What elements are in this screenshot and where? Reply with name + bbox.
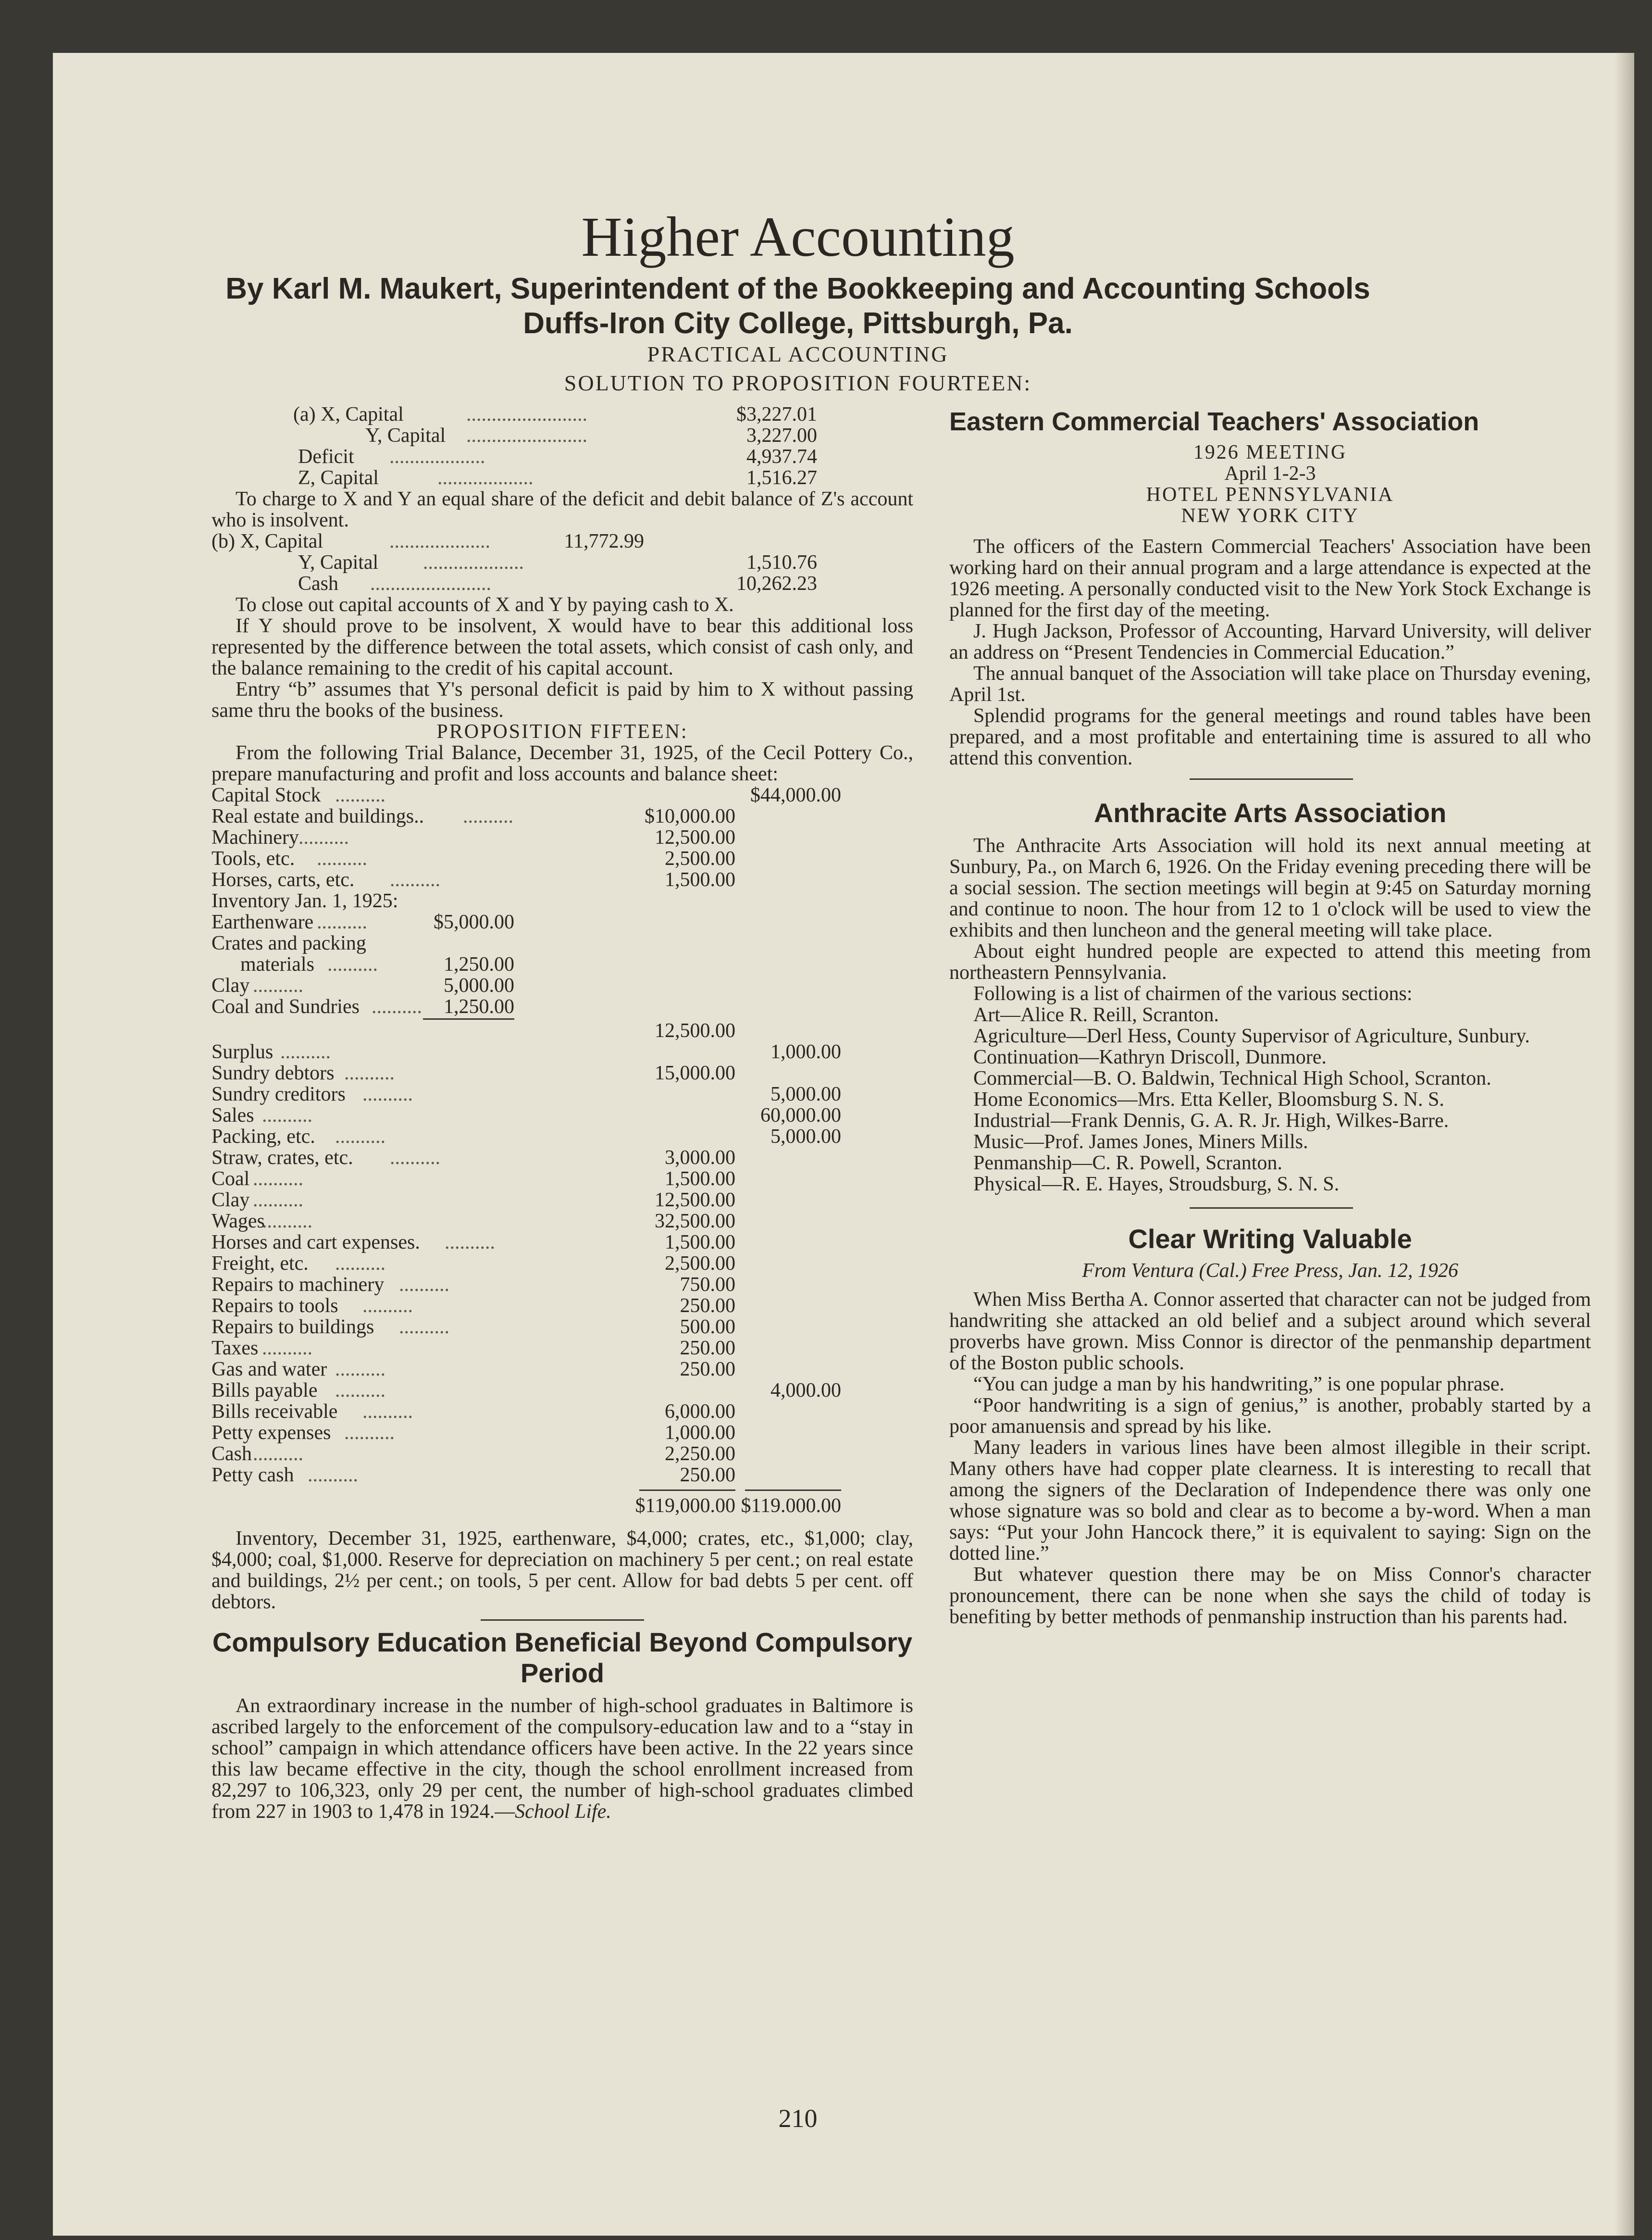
account-label: Freight, etc. — [211, 1252, 309, 1275]
paragraph: Inventory, December 31, 1925, earthenware, $4,000; crates, etc., $1,000; clay, $4,000; coal, $1,000. Reserve for depreciation on machinery 5 per cent.; on real estate and buildings, 2½ per cent.; on tools, 5 per cent. Allow for bad debts 5 per cent. off debtors. — [211, 1527, 913, 1613]
trial-balance-row: Sundry debtors .......... 15,000.00 — [211, 1062, 735, 1084]
trial-balance-row: Bills receivable .......... 6,000.00 — [211, 1401, 735, 1423]
debit-amount: 250.00 — [680, 1337, 735, 1359]
article-title: Higher Accounting — [581, 205, 1015, 268]
anthracite-heading: Anthracite Arts Association — [1093, 798, 1447, 828]
article-byline — [53, 272, 1543, 341]
trial-balance-row: Packing, etc. .......... 5,000.00 — [211, 1126, 841, 1148]
chairman-entry: Commercial—B. O. Baldwin, Technical High School, Scranton. — [973, 1067, 1491, 1089]
account-label: Surplus — [211, 1041, 273, 1063]
account-label: materials — [240, 953, 314, 976]
account-label: Petty expenses — [211, 1422, 331, 1444]
entry-row: (a) X, Capital ........................ $3,227.01 — [293, 403, 817, 425]
account-label: Inventory Jan. 1, 1925: — [211, 890, 398, 912]
account-label: Real estate and buildings.. — [211, 805, 424, 827]
debit-amount: 3,000.00 — [665, 1147, 735, 1169]
account-label: Horses and cart expenses. — [211, 1231, 420, 1253]
chairmen-list — [949, 1004, 1591, 1195]
entry-row: Y, Capital .................... 1,510.76 — [298, 551, 817, 574]
paragraph: “Poor handwriting is a sign of genius,” is another, probably started by a poor amanuensis and spread by his like. — [949, 1394, 1591, 1438]
paragraph: Entry “b” assumes that Y's personal deficit is paid by him to X without passing same thru the books of the business. — [211, 678, 913, 722]
ecta-city: NEW YORK CITY — [1181, 505, 1359, 527]
trial-balance-row: Real estate and buildings.. .......... $10,000.00 — [211, 805, 735, 827]
account-label: Sales — [211, 1104, 254, 1126]
account-label: Petty cash — [211, 1464, 294, 1486]
trial-balance-row: Coal .......... 1,500.00 — [211, 1168, 735, 1190]
debit-amount: 250.00 — [680, 1295, 735, 1317]
trial-balance-row: Wages .......... 32,500.00 — [211, 1210, 735, 1232]
chairman-entry: Music—Prof. James Jones, Miners Mills. — [973, 1131, 1308, 1153]
clear-writing-source: From Ventura (Cal.) Free Press, Jan. 12, 1926 — [1082, 1260, 1458, 1282]
account-label: Repairs to tools — [211, 1295, 338, 1317]
sub-amount: 1,250.00 — [444, 996, 514, 1018]
section-heading: PRACTICAL ACCOUNTING — [647, 342, 949, 366]
account-label: Repairs to buildings — [211, 1316, 374, 1338]
debit-amount: 1,500.00 — [665, 1168, 735, 1190]
trial-balance-row: Repairs to machinery .......... 750.00 — [211, 1274, 735, 1296]
ecta-dates: April 1-2-3 — [1224, 463, 1316, 485]
trial-balance-row: Petty expenses .......... 1,000.00 — [211, 1422, 735, 1444]
debit-amount: 12,500.00 — [655, 826, 735, 849]
rule — [745, 1489, 841, 1491]
compulsory-heading: Compulsory Education Beneficial Beyond Compulsory Period — [212, 1627, 913, 1688]
sub-amount: 1,250.00 — [444, 953, 514, 976]
chairman-entry: Penmanship—C. R. Powell, Scranton. — [973, 1152, 1282, 1174]
account-label: Cash — [211, 1443, 252, 1465]
paragraph: If Y should prove to be insolvent, X would have to bear this additional loss represented by the difference between the total assets, which consist of cash only, and the balance remaining to the credit of his capital account. — [211, 615, 913, 679]
account-label: Crates and packing — [211, 932, 366, 954]
paragraph: “You can judge a man by his handwriting,” is one popular phrase. — [973, 1373, 1505, 1395]
trial-balance-row: Tools, etc. .......... 2,500.00 — [211, 848, 735, 870]
entry-row: (b) X, Capital .................... 11,772.99 — [211, 530, 644, 552]
chairman-entry: Industrial—Frank Dennis, G. A. R. Jr. High, Wilkes-Barre. — [973, 1110, 1449, 1132]
total-credit: $119.000.00 — [741, 1495, 841, 1517]
account-label: Sundry debtors — [211, 1062, 335, 1084]
account-label: Coal and Sundries — [211, 996, 360, 1018]
trial-balance-row: Earthenware .......... $5,000.00 — [211, 911, 514, 933]
entry-row: Cash ........................ 10,262.23 — [298, 573, 817, 595]
trial-balance-row: Machinery .......... 12,500.00 — [211, 826, 735, 849]
credit-amount: 5,000.00 — [770, 1126, 841, 1148]
byline-college: Duffs-Iron City College, Pittsburgh, Pa. — [523, 307, 1073, 340]
account-label: Earthenware — [211, 911, 314, 933]
account-label: Clay — [211, 975, 250, 997]
clear-writing-heading: Clear Writing Valuable — [1128, 1224, 1412, 1254]
chairman-entry: Agriculture—Derl Hess, County Supervisor of Agriculture, Sunbury. — [973, 1025, 1530, 1047]
totals-row — [211, 1495, 913, 1516]
divider — [1190, 1207, 1353, 1209]
page-gutter-shadow — [1615, 53, 1634, 2236]
trial-balance-row — [211, 933, 913, 954]
page-number: 210 — [778, 2104, 818, 2133]
credit-amount: 4,000.00 — [770, 1379, 841, 1402]
total-debit: $119,000.00 — [635, 1495, 735, 1517]
trial-balance-row: Clay .......... 5,000.00 — [211, 975, 514, 997]
paragraph: Many leaders in various lines have been almost illegible in their script. Many others have had copper plate clearness. It is interesting to recall that among the signers of the Declaration of Independence there was only one whose signature was so bold and clear as to become a by-word. When a man says: “Put your John Hancock there,” it is equivalent to saying: Sign on the dotted line.” — [949, 1437, 1591, 1564]
account-label: Tools, etc. — [211, 848, 295, 870]
rule — [639, 1489, 735, 1491]
subtotal-rule — [423, 1018, 514, 1020]
paragraph: When Miss Bertha A. Connor asserted that character can not be judged from handwriting she attacked an old belief and a subject around which several proverbs have grown. Miss Connor is director of the penmanship department of the Boston public schools. — [949, 1289, 1591, 1374]
debit-amount: 2,500.00 — [665, 1252, 735, 1275]
trial-balance-row — [211, 1020, 913, 1041]
debit-amount: 15,000.00 — [655, 1062, 735, 1084]
chairman-entry: Physical—R. E. Hayes, Stroudsburg, S. N. S. — [973, 1173, 1340, 1195]
trial-balance-row: Surplus .......... 1,000.00 — [211, 1041, 841, 1063]
trial-balance-row: Coal and Sundries .......... 1,250.00 — [211, 996, 514, 1018]
trial-balance-row: Capital Stock .......... $44,000.00 — [211, 784, 841, 806]
paragraph: J. Hugh Jackson, Professor of Accounting, Harvard University, will deliver an address on “Present Tendencies in Commercial Education.” — [949, 620, 1591, 663]
account-label: Capital Stock — [211, 784, 321, 806]
trial-balance-row: Horses and cart expenses. .......... 1,500.00 — [211, 1231, 735, 1253]
paragraph: The annual banquet of the Association will take place on Thursday evening, April 1st. — [949, 663, 1591, 706]
solution-b-entries — [211, 531, 913, 594]
debit-amount: 2,250.00 — [665, 1443, 735, 1465]
paragraph: The Anthracite Arts Association will hold its next annual meeting at Sunbury, Pa., on March 6, 1926. On the Friday evening preceding there will be a social session. The section meetings will begin at 9:45 on Saturday morning and continue to noon. The hour from 12 to 1 o'clock will be used to view the exhibits and then luncheon and the general meeting will take place. — [949, 835, 1591, 941]
sub-amount: 5,000.00 — [444, 975, 514, 997]
account-label: Machinery — [211, 826, 299, 849]
debit-amount: 750.00 — [680, 1274, 735, 1296]
entry-row: Deficit ................... 4,937.74 — [298, 446, 817, 468]
debit-amount: 6,000.00 — [665, 1401, 735, 1423]
trial-balance-row: Cash .......... 2,250.00 — [211, 1443, 735, 1465]
debit-amount: 250.00 — [680, 1358, 735, 1380]
account-label: Repairs to machinery — [211, 1274, 385, 1296]
trial-balance-table — [211, 785, 913, 1486]
debit-amount: 32,500.00 — [655, 1210, 735, 1232]
account-label: Gas and water — [211, 1358, 327, 1380]
trial-balance-row: Clay .......... 12,500.00 — [211, 1189, 735, 1211]
paragraph: But whatever question there may be on Miss Connor's character pronouncement, there can be none when she says the child of today is benefiting by better methods of penmanship instruction than his parents had. — [949, 1564, 1591, 1628]
chairman-entry: Continuation—Kathryn Driscoll, Dunmore. — [973, 1046, 1327, 1068]
debit-amount: $10,000.00 — [645, 805, 735, 827]
trial-balance-row: Sundry creditors .......... 5,000.00 — [211, 1083, 841, 1105]
account-label: Coal — [211, 1168, 250, 1190]
account-label: Wages — [211, 1210, 265, 1232]
trial-balance-row: Repairs to buildings .......... 500.00 — [211, 1316, 735, 1338]
debit-amount: 1,500.00 — [665, 1231, 735, 1253]
divider — [481, 1619, 644, 1621]
account-label: Bills payable — [211, 1379, 318, 1402]
debit-amount: 1,000.00 — [665, 1422, 735, 1444]
entry-row: Y, Capital ........................ 3,227.00 — [365, 425, 817, 447]
magazine-page — [53, 53, 1634, 2236]
trial-balance-row: Repairs to tools .......... 250.00 — [211, 1295, 735, 1317]
ecta-meeting: 1926 MEETING — [1193, 441, 1347, 463]
account-label: Taxes — [211, 1337, 259, 1359]
debit-amount: 2,500.00 — [665, 848, 735, 870]
left-column — [211, 404, 913, 1822]
paragraph: To close out capital accounts of X and Y by paying cash to X. — [236, 594, 734, 616]
account-label: Packing, etc. — [211, 1126, 315, 1148]
paragraph: From the following Trial Balance, December 31, 1925, of the Cecil Pottery Co., prepare manufacturing and profit and loss accounts and balance sheet: — [211, 742, 913, 785]
entry-row: Z, Capital ................... 1,516.27 — [298, 467, 817, 489]
debit-amount: 12,500.00 — [655, 1020, 735, 1042]
paragraph: Splendid programs for the general meetings and round tables have been prepared, and a most profitable and entertaining time is assured to all who attend this convention. — [949, 705, 1591, 769]
ecta-heading: Eastern Commercial Teachers' Association — [949, 407, 1479, 436]
trial-balance-row: Gas and water .......... 250.00 — [211, 1358, 735, 1380]
credit-amount: 60,000.00 — [760, 1104, 841, 1126]
subsection-heading: SOLUTION TO PROPOSITION FOURTEEN: — [564, 371, 1032, 395]
divider — [1190, 778, 1353, 780]
proposition-fifteen-heading: PROPOSITION FIFTEEN: — [436, 721, 688, 743]
trial-balance-row: Horses, carts, etc. .......... 1,500.00 — [211, 869, 735, 891]
paragraph: About eight hundred people are expected to attend this meeting from northeastern Pennsylvania. — [949, 940, 1591, 984]
account-label: Clay — [211, 1189, 250, 1211]
credit-amount: 1,000.00 — [770, 1041, 841, 1063]
debit-amount: 1,500.00 — [665, 869, 735, 891]
ecta-hotel: HOTEL PENNSYLVANIA — [1146, 484, 1394, 506]
trial-balance-row: Freight, etc. .......... 2,500.00 — [211, 1252, 735, 1275]
account-label: Bills receivable — [211, 1401, 338, 1423]
trial-balance-row: Bills payable .......... 4,000.00 — [211, 1379, 841, 1402]
trial-balance-row: Taxes .......... 250.00 — [211, 1337, 735, 1359]
paragraph: The officers of the Eastern Commercial Teachers' Association have been working hard on their annual program and a large attendance is expected at the 1926 meeting. A personally conducted visit to the New York Stock Exchange is planned for the first day of the meeting. — [949, 536, 1591, 621]
credit-amount: $44,000.00 — [750, 784, 841, 806]
debit-amount: 12,500.00 — [655, 1189, 735, 1211]
paragraph: Following is a list of chairmen of the various sections: — [973, 983, 1413, 1005]
credit-amount: 5,000.00 — [770, 1083, 841, 1105]
account-label: Straw, crates, etc. — [211, 1147, 353, 1169]
chairman-entry: Art—Alice R. Reill, Scranton. — [973, 1004, 1219, 1026]
trial-balance-row: Sales .......... 60,000.00 — [211, 1104, 841, 1126]
trial-balance-row: Petty cash .......... 250.00 — [211, 1464, 735, 1486]
paragraph: An extraordinary increase in the number of high-school graduates in Baltimore is ascribed largely to the enforcement of the compulsory-education law and to a “stay in school” campaign in which attendance officers have been active. In the 22 years since this law became effective in the city, though the school enrollment increased from 82,297 to 106,323, only 29 per cent, the number of high-school graduates climbed from 227 in 1903 to 1,478 in 1924.—School Life. — [211, 1695, 913, 1823]
paragraph: To charge to X and Y an equal share of the deficit and debit balance of Z's account who is insolvent. — [211, 488, 913, 531]
byline-author: By Karl M. Maukert, Superintendent of the Bookkeeping and Accounting Schools — [225, 272, 1370, 305]
trial-balance-row — [211, 890, 913, 912]
account-label: Sundry creditors — [211, 1083, 346, 1105]
trial-balance-row: Straw, crates, etc. .......... 3,000.00 — [211, 1147, 735, 1169]
trial-balance-row: materials .......... 1,250.00 — [240, 953, 514, 976]
solution-a-entries — [211, 404, 913, 488]
debit-amount: 500.00 — [680, 1316, 735, 1338]
right-column — [949, 406, 1591, 1627]
account-label: Horses, carts, etc. — [211, 869, 355, 891]
sub-amount: $5,000.00 — [434, 911, 514, 933]
chairman-entry: Home Economics—Mrs. Etta Keller, Bloomsburg S. N. S. — [973, 1089, 1444, 1111]
debit-amount: 250.00 — [680, 1464, 735, 1486]
